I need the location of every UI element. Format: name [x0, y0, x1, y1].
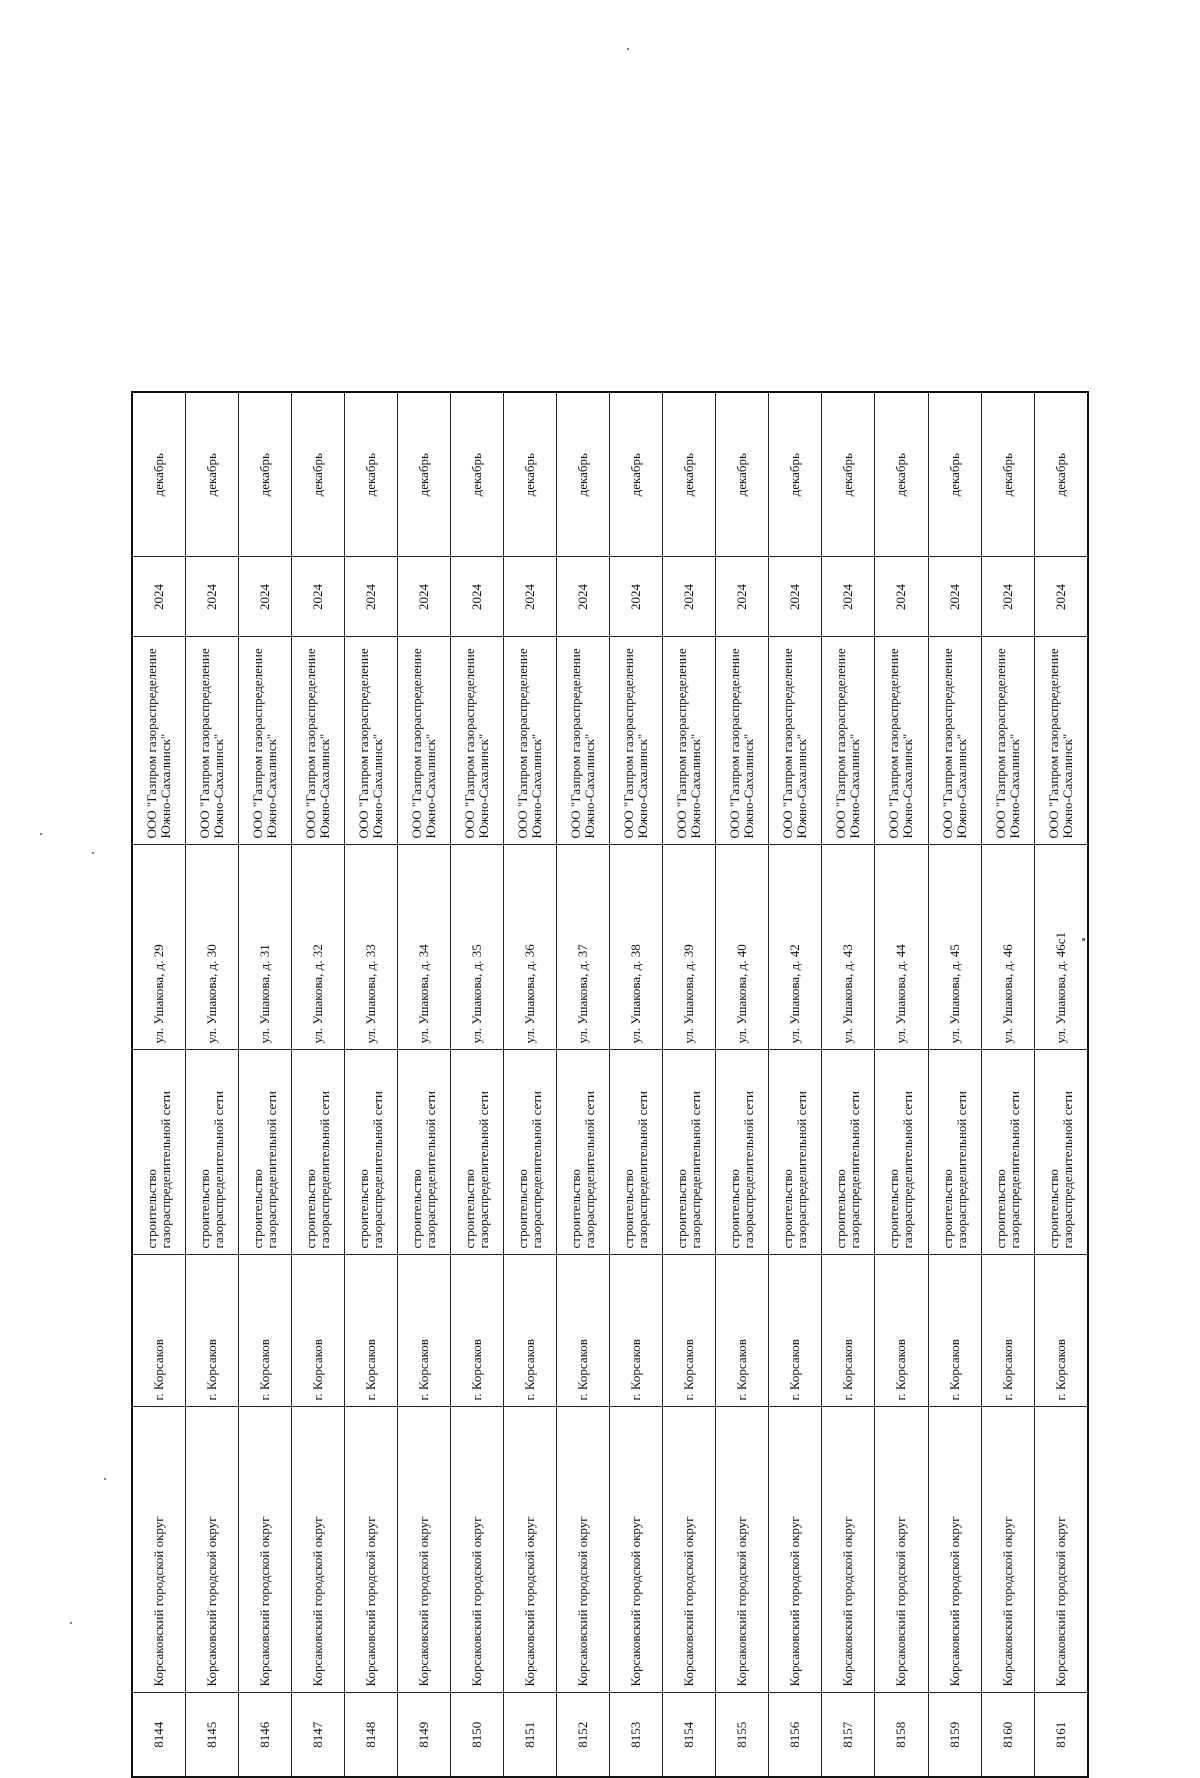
row-number: 8155	[716, 1693, 769, 1777]
city-cell: г. Корсаков	[239, 1255, 292, 1407]
year-cell: 2024	[239, 557, 292, 637]
owner-cell: ООО "Газпром газораспределение Южно-Сахалинск"	[451, 637, 504, 845]
address-cell: ул. Ушакова, д. 45	[928, 845, 981, 1050]
district-cell: Корсаковский городской округ	[981, 1407, 1034, 1693]
row-number: 8151	[504, 1693, 557, 1777]
object-cell: строительство газораспределительной сети	[928, 1050, 981, 1255]
object-cell: строительство газораспределительной сети	[398, 1050, 451, 1255]
row-number: 8149	[398, 1693, 451, 1777]
address-cell: ул. Ушакова, д. 33	[345, 845, 398, 1050]
address-cell: ул. Ушакова, д. 29	[132, 845, 186, 1050]
district-cell: Корсаковский городской округ	[875, 1407, 928, 1693]
city-cell: г. Корсаков	[981, 1255, 1034, 1407]
address-cell: ул. Ушакова, д. 36	[504, 845, 557, 1050]
object-cell: строительство газораспределительной сети	[716, 1050, 769, 1255]
owner-cell: ООО "Газпром газораспределение Южно-Сахалинск"	[398, 637, 451, 845]
table-row	[239, 392, 292, 1777]
row-number: 8145	[186, 1693, 239, 1777]
owner-cell: ООО "Газпром газораспределение Южно-Сахалинск"	[981, 637, 1034, 845]
row-number: 8147	[292, 1693, 345, 1777]
table-row	[292, 392, 345, 1777]
month-cell: декабрь	[239, 392, 292, 557]
object-cell: строительство газораспределительной сети	[132, 1050, 186, 1255]
city-cell: г. Корсаков	[504, 1255, 557, 1407]
owner-cell: ООО "Газпром газораспределение Южно-Сахалинск"	[557, 637, 610, 845]
month-cell: декабрь	[928, 392, 981, 557]
month-cell: декабрь	[398, 392, 451, 557]
row-number: 8158	[875, 1693, 928, 1777]
table-row	[557, 392, 610, 1777]
month-cell: декабрь	[345, 392, 398, 557]
district-cell: Корсаковский городской округ	[132, 1407, 186, 1693]
address-cell: ул. Ушакова, д. 31	[239, 845, 292, 1050]
city-cell: г. Корсаков	[398, 1255, 451, 1407]
table-row	[875, 392, 928, 1777]
object-cell: строительство газораспределительной сети	[451, 1050, 504, 1255]
address-cell: ул. Ушакова, д. 34	[398, 845, 451, 1050]
month-cell: декабрь	[875, 392, 928, 557]
object-cell: строительство газораспределительной сети	[875, 1050, 928, 1255]
address-cell: ул. Ушакова, д. 37	[557, 845, 610, 1050]
month-cell: декабрь	[663, 392, 716, 557]
address-cell: ул. Ушакова, д. 40	[716, 845, 769, 1050]
year-cell: 2024	[769, 557, 822, 637]
row-number: 8156	[769, 1693, 822, 1777]
table-row	[345, 392, 398, 1777]
month-cell: декабрь	[292, 392, 345, 557]
district-cell: Корсаковский городской округ	[663, 1407, 716, 1693]
year-cell: 2024	[610, 557, 663, 637]
table-row	[451, 392, 504, 1777]
row-number: 8153	[610, 1693, 663, 1777]
table-row	[822, 392, 875, 1777]
register-table	[131, 391, 1089, 1778]
month-cell: декабрь	[132, 392, 186, 557]
scan-speck	[92, 852, 94, 854]
object-cell: строительство газораспределительной сети	[345, 1050, 398, 1255]
object-cell: строительство газораспределительной сети	[981, 1050, 1034, 1255]
district-cell: Корсаковский городской округ	[1034, 1407, 1088, 1693]
owner-cell: ООО "Газпром газораспределение Южно-Сахалинск"	[822, 637, 875, 845]
year-cell: 2024	[822, 557, 875, 637]
year-cell: 2024	[875, 557, 928, 637]
city-cell: г. Корсаков	[610, 1255, 663, 1407]
year-cell: 2024	[716, 557, 769, 637]
table-body	[132, 392, 1088, 1777]
address-cell: ул. Ушакова, д. 44	[875, 845, 928, 1050]
district-cell: Корсаковский городской округ	[451, 1407, 504, 1693]
district-cell: Корсаковский городской округ	[186, 1407, 239, 1693]
scan-speck	[40, 833, 42, 835]
year-cell: 2024	[132, 557, 186, 637]
address-cell: ул. Ушакова, д. 35	[451, 845, 504, 1050]
owner-cell: ООО "Газпром газораспределение Южно-Сахалинск"	[610, 637, 663, 845]
row-number: 8150	[451, 1693, 504, 1777]
district-cell: Корсаковский городской округ	[716, 1407, 769, 1693]
owner-cell: ООО "Газпром газораспределение Южно-Сахалинск"	[132, 637, 186, 845]
city-cell: г. Корсаков	[451, 1255, 504, 1407]
month-cell: декабрь	[186, 392, 239, 557]
table-row	[769, 392, 822, 1777]
row-number: 8161	[1034, 1693, 1088, 1777]
district-cell: Корсаковский городской округ	[239, 1407, 292, 1693]
table-row	[398, 392, 451, 1777]
owner-cell: ООО "Газпром газораспределение Южно-Сахалинск"	[716, 637, 769, 845]
district-cell: Корсаковский городской округ	[398, 1407, 451, 1693]
address-cell: ул. Ушакова, д. 32	[292, 845, 345, 1050]
district-cell: Корсаковский городской округ	[345, 1407, 398, 1693]
month-cell: декабрь	[822, 392, 875, 557]
owner-cell: ООО "Газпром газораспределение Южно-Сахалинск"	[875, 637, 928, 845]
table-row	[610, 392, 663, 1777]
row-number: 8159	[928, 1693, 981, 1777]
owner-cell: ООО "Газпром газораспределение Южно-Сахалинск"	[292, 637, 345, 845]
city-cell: г. Корсаков	[186, 1255, 239, 1407]
object-cell: строительство газораспределительной сети	[557, 1050, 610, 1255]
address-cell: ул. Ушакова, д. 42	[769, 845, 822, 1050]
city-cell: г. Корсаков	[345, 1255, 398, 1407]
city-cell: г. Корсаков	[132, 1255, 186, 1407]
scan-speck	[627, 48, 629, 50]
address-cell: ул. Ушакова, д. 38	[610, 845, 663, 1050]
city-cell: г. Корсаков	[663, 1255, 716, 1407]
year-cell: 2024	[186, 557, 239, 637]
year-cell: 2024	[451, 557, 504, 637]
owner-cell: ООО "Газпром газораспределение Южно-Сахалинск"	[186, 637, 239, 845]
month-cell: декабрь	[769, 392, 822, 557]
table-row	[663, 392, 716, 1777]
scan-speck	[104, 1478, 106, 1480]
table-row	[132, 392, 186, 1777]
object-cell: строительство газораспределительной сети	[292, 1050, 345, 1255]
district-cell: Корсаковский городской округ	[769, 1407, 822, 1693]
owner-cell: ООО "Газпром газораспределение Южно-Сахалинск"	[928, 637, 981, 845]
district-cell: Корсаковский городской округ	[557, 1407, 610, 1693]
object-cell: строительство газораспределительной сети	[663, 1050, 716, 1255]
district-cell: Корсаковский городской округ	[822, 1407, 875, 1693]
year-cell: 2024	[292, 557, 345, 637]
row-number: 8144	[132, 1693, 186, 1777]
object-cell: строительство газораспределительной сети	[504, 1050, 557, 1255]
row-number: 8157	[822, 1693, 875, 1777]
city-cell: г. Корсаков	[716, 1255, 769, 1407]
city-cell: г. Корсаков	[1034, 1255, 1088, 1407]
address-cell: ул. Ушакова, д. 30	[186, 845, 239, 1050]
city-cell: г. Корсаков	[292, 1255, 345, 1407]
year-cell: 2024	[398, 557, 451, 637]
row-number: 8152	[557, 1693, 610, 1777]
row-number: 8146	[239, 1693, 292, 1777]
district-cell: Корсаковский городской округ	[610, 1407, 663, 1693]
table-row	[186, 392, 239, 1777]
year-cell: 2024	[663, 557, 716, 637]
object-cell: строительство газораспределительной сети	[1034, 1050, 1088, 1255]
object-cell: строительство газораспределительной сети	[822, 1050, 875, 1255]
city-cell: г. Корсаков	[875, 1255, 928, 1407]
owner-cell: ООО "Газпром газораспределение Южно-Сахалинск"	[504, 637, 557, 845]
object-cell: строительство газораспределительной сети	[239, 1050, 292, 1255]
table-row	[504, 392, 557, 1777]
month-cell: декабрь	[716, 392, 769, 557]
city-cell: г. Корсаков	[822, 1255, 875, 1407]
month-cell: декабрь	[981, 392, 1034, 557]
rotated-page-content	[131, 393, 1089, 1778]
owner-cell: ООО "Газпром газораспределение Южно-Сахалинск"	[239, 637, 292, 845]
scan-speck	[1082, 938, 1085, 941]
month-cell: декабрь	[504, 392, 557, 557]
district-cell: Корсаковский городской округ	[292, 1407, 345, 1693]
address-cell: ул. Ушакова, д. 39	[663, 845, 716, 1050]
year-cell: 2024	[345, 557, 398, 637]
year-cell: 2024	[1034, 557, 1088, 637]
table-row	[716, 392, 769, 1777]
year-cell: 2024	[557, 557, 610, 637]
scan-speck	[70, 1622, 72, 1624]
row-number: 8160	[981, 1693, 1034, 1777]
row-number: 8148	[345, 1693, 398, 1777]
year-cell: 2024	[504, 557, 557, 637]
month-cell: декабрь	[557, 392, 610, 557]
object-cell: строительство газораспределительной сети	[769, 1050, 822, 1255]
owner-cell: ООО "Газпром газораспределение Южно-Сахалинск"	[1034, 637, 1088, 845]
district-cell: Корсаковский городской округ	[504, 1407, 557, 1693]
table-row	[1034, 392, 1088, 1777]
row-number: 8154	[663, 1693, 716, 1777]
object-cell: строительство газораспределительной сети	[610, 1050, 663, 1255]
table-row	[928, 392, 981, 1777]
city-cell: г. Корсаков	[557, 1255, 610, 1407]
city-cell: г. Корсаков	[769, 1255, 822, 1407]
address-cell: ул. Ушакова, д. 43	[822, 845, 875, 1050]
month-cell: декабрь	[451, 392, 504, 557]
district-cell: Корсаковский городской округ	[928, 1407, 981, 1693]
table-row	[981, 392, 1034, 1777]
year-cell: 2024	[928, 557, 981, 637]
month-cell: декабрь	[1034, 392, 1088, 557]
year-cell: 2024	[981, 557, 1034, 637]
city-cell: г. Корсаков	[928, 1255, 981, 1407]
owner-cell: ООО "Газпром газораспределение Южно-Сахалинск"	[663, 637, 716, 845]
owner-cell: ООО "Газпром газораспределение Южно-Сахалинск"	[769, 637, 822, 845]
address-cell: ул. Ушакова, д. 46	[981, 845, 1034, 1050]
month-cell: декабрь	[610, 392, 663, 557]
address-cell: ул. Ушакова, д. 46с1	[1034, 845, 1088, 1050]
owner-cell: ООО "Газпром газораспределение Южно-Сахалинск"	[345, 637, 398, 845]
object-cell: строительство газораспределительной сети	[186, 1050, 239, 1255]
